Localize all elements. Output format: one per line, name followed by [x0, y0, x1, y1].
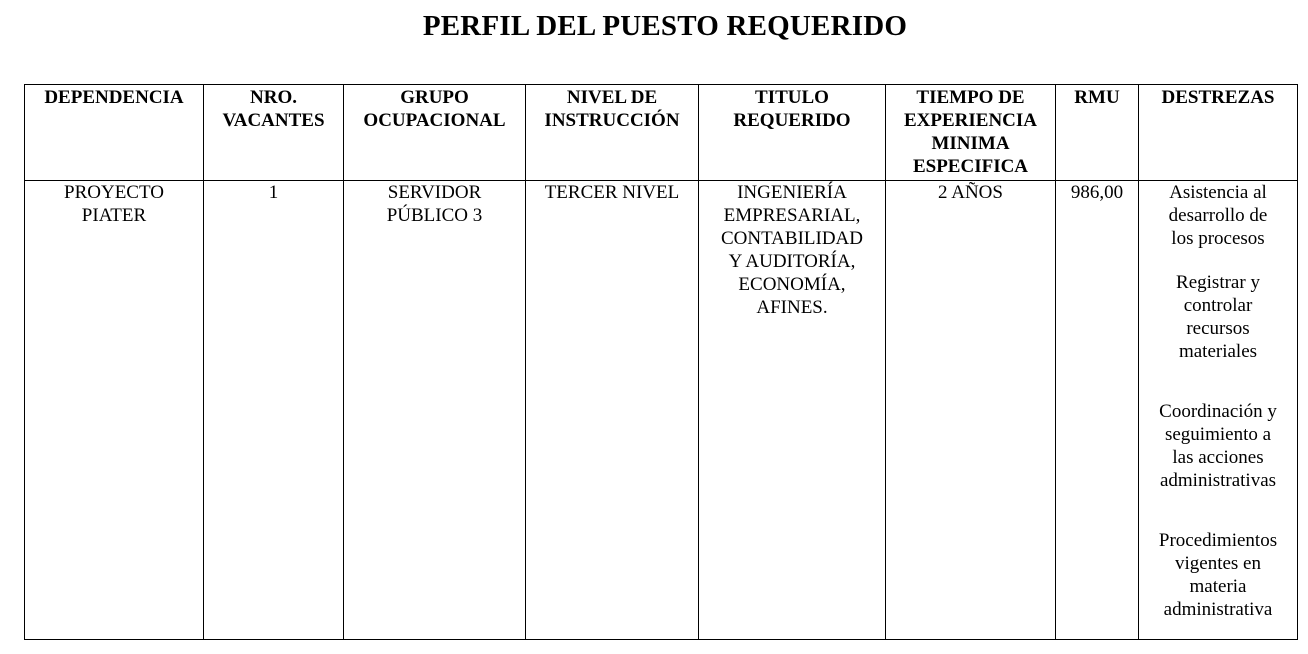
cell-destrezas: [1139, 181, 1298, 640]
header-destrezas: DESTREZAS: [1139, 85, 1298, 181]
skill-item: Coordinación y seguimiento a las acciones administrativas: [1159, 401, 1277, 491]
cell-nivel-instruccion: TERCER NIVEL: [526, 181, 699, 640]
skill-item: Registrar y controlar recursos materiales: [1176, 272, 1260, 362]
job-profile-table: [24, 84, 1298, 640]
header-vacantes: NRO. VACANTES: [204, 85, 344, 181]
table-row: [25, 181, 1298, 640]
cell-dependencia: PROYECTO PIATER: [25, 181, 204, 640]
skill-item: Procedimientos vigentes en materia administrativa: [1158, 530, 1278, 620]
header-tiempo-experiencia: TIEMPO DE EXPERIENCIA MINIMA ESPECIFICA: [886, 85, 1056, 181]
header-grupo-ocupacional: GRUPO OCUPACIONAL: [344, 85, 526, 181]
skill-item: Asistencia al desarrollo de los procesos: [1168, 182, 1268, 249]
table-header-row: [25, 85, 1298, 181]
cell-rmu: 986,00: [1056, 181, 1139, 640]
header-nivel-instruccion: NIVEL DE INSTRUCCIÓN: [526, 85, 699, 181]
cell-grupo-ocupacional: SERVIDOR PÚBLICO 3: [344, 181, 526, 640]
page-title: PERFIL DEL PUESTO REQUERIDO: [422, 10, 908, 42]
header-titulo-requerido: TITULO REQUERIDO: [699, 85, 886, 181]
header-rmu: RMU: [1056, 85, 1139, 181]
cell-tiempo-experiencia: 2 AÑOS: [886, 181, 1056, 640]
cell-titulo-requerido: INGENIERÍA EMPRESARIAL, CONTABILIDAD Y AUDITORÍA, ECONOMÍA, AFINES.: [699, 181, 886, 640]
cell-vacantes: 1: [204, 181, 344, 640]
header-dependencia: DEPENDENCIA: [25, 85, 204, 181]
